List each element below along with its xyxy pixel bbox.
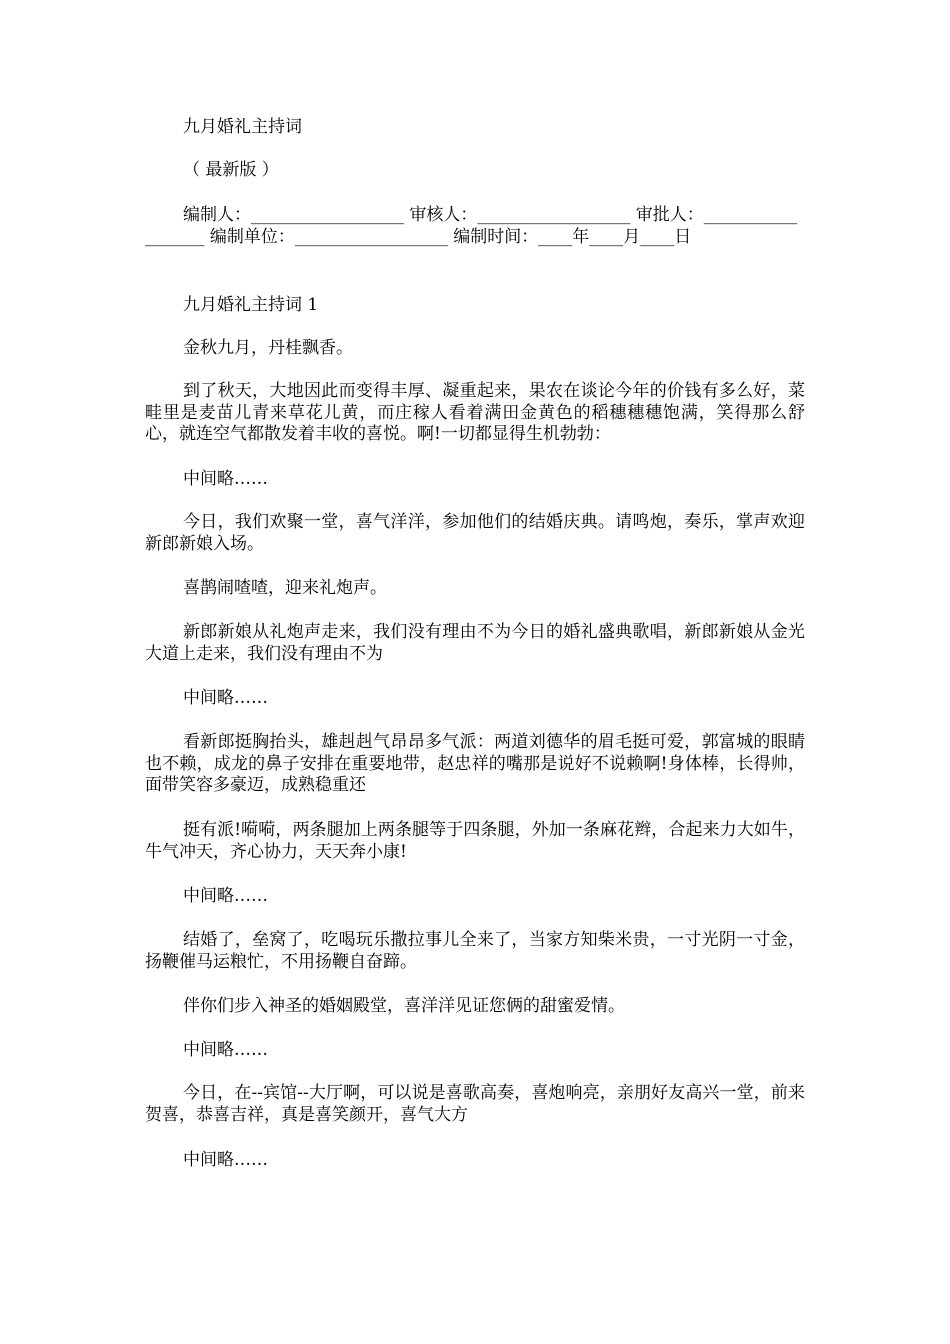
paragraph: 看新郎挺胸抬头，雄赳赳气昂昂多气派：两道刘德华的眉毛挺可爱，郭富城的眼睛也不赖，成龙的鼻子安排在重要地带，赵忠祥的嘴那是说好不说赖啊!身体棒，长得帅，面带笑容多豪迈，成熟稳重还 (145, 732, 805, 795)
section-heading: 九月婚礼主持词 1 (183, 295, 319, 315)
paragraph: 中间略…… (183, 688, 268, 708)
paragraph: 结婚了，垒窝了，吃喝玩乐撒拉事儿全来了，当家方知柴米贵，一寸光阴一寸金，扬鞭催马运粮忙，不用扬鞭自奋蹄。 (145, 930, 805, 972)
paragraph: 金秋九月，丹桂飘香。 (183, 338, 353, 358)
paragraph: 新郎新娘从礼炮声走来，我们没有理由不为今日的婚礼盛典歌唱，新郎新娘从金光大道上走来，我们没有理由不为 (145, 622, 805, 664)
paragraph: 中间略…… (183, 469, 268, 489)
paragraph: 挺有派!嗬嗬，两条腿加上两条腿等于四条腿，外加一条麻花辫，合起来力大如牛，牛气冲天，齐心协力，天天奔小康! (145, 820, 805, 862)
paragraph: 中间略…… (183, 886, 268, 906)
edition-label: （ 最新版 ） (183, 160, 279, 180)
paragraph: 今日，我们欢聚一堂，喜气洋洋，参加他们的结婚庆典。请鸣炮，奏乐，掌声欢迎新郎新娘入场。 (145, 512, 805, 554)
document-title: 九月婚礼主持词 (183, 117, 302, 137)
paragraph: 伴你们步入神圣的婚姻殿堂，喜洋洋见证您俩的甜蜜爱情。 (183, 996, 625, 1016)
paragraph: 喜鹊闹喳喳，迎来礼炮声。 (183, 578, 387, 598)
paragraph: 到了秋天，大地因此而变得丰厚、凝重起来，果农在谈论今年的价钱有多么好，菜畦里是麦苗儿青来草花儿黄，而庄稼人看着满田金黄色的稻穗穗穗饱满，笑得那么舒心，就连空气都散发着丰收的喜悦。啊!一切都显得生机勃勃： (145, 381, 805, 444)
meta-line: 编制人：__________________ 审核人：__________________ 审批人：__________________ 编制单位：__________________ 编制时间：____年____月____日 (145, 205, 798, 247)
paragraph: 中间略…… (183, 1150, 268, 1170)
paragraph: 今日，在--宾馆--大厅啊，可以说是喜歌高奏，喜炮响亮，亲朋好友高兴一堂，前来贺喜，恭喜吉祥，真是喜笑颜开，喜气大方 (145, 1083, 805, 1125)
paragraph: 中间略…… (183, 1040, 268, 1060)
